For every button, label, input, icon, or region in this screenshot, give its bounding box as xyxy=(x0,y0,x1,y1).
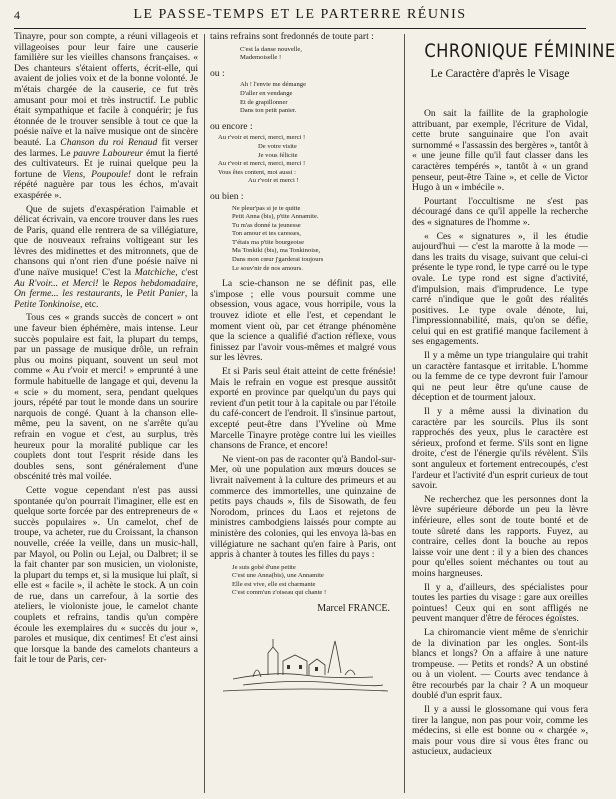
paragraph: On sait la faillite de la graphologie attribuant, par exemple, l'écriture de Vidal, cette brute sanguinaire que l'on avait surnommé « l'assassin des bergères », tantôt à « une jeune fille qu'il faut classer dans les caractères tempérés », tantôt à « un grand penseur, peut-être Taine », et celle de Victor Hugo à un « imbécile ». xyxy=(412,108,588,194)
verse-label: ou encore : xyxy=(210,120,253,132)
verse-line: Vous êtes content, moi aussi : xyxy=(218,168,296,176)
article-column-middle xyxy=(210,32,396,795)
verse-line: Et de grapillonner xyxy=(240,98,288,106)
verse-line: Au r'voir et merci, merci, merci ! xyxy=(218,160,306,168)
verse-line: Ne pleur'pas si je te quitte xyxy=(232,204,301,212)
section-title: CHRONIQUE FÉMININE xyxy=(424,40,616,62)
song-verse xyxy=(218,134,396,186)
paragraph: Tous ces « grands succès de concert » ont une faveur bien éphémère, mais intense. Leur succès populaire est fait, la plupart du temps, par un passage de musique drôle, un refrain plus ou moins piquant, souvent un seul mot comme « Au r'voir et merci! » emprunté à une formule habituelle de langage et qui, devenu la « scie » du moment, sera, pendant quelques jours, répété par tout le monde dans un sourire narquois de congé. Quant à la chanson elle-même, peu la savent, on ne s'arrête qu'au refrain en vogue et c'est, au surplus, très heureux pour la moralité publique car les couplets dont tout l'esprit réside dans les doubles sens, sont généralement d'une obscénité très mal voilée. xyxy=(14,312,198,483)
article-subtitle: Le Caractère d'après le Visage xyxy=(430,68,570,80)
page-number: 4 xyxy=(14,8,20,22)
paragraph: Et si Paris seul était atteint de cette frénésie! Mais le refrain en vogue est presque aussitôt exporté en province par quelqu'un du pays qui revient d'un petit tour à la capitale ou par l'étoile du café-concert de l'endroit. Il s'insinue partout, excepté peut-être dans l'Yveline où Mme Marcelle Tinayre protège contre lui les vieilles chansons de France, et encore! xyxy=(210,366,396,452)
paragraph: Il y a, d'ailleurs, des spécialistes pour toutes les parties du visage : gare aux oreilles pointues! Ceux qui en sont affligés ne peuvent manquer d'être de féroces égoïstes. xyxy=(412,581,588,625)
verse-line: Ma Tonkiki (bis), ma Tonkinoise, xyxy=(232,247,321,255)
paragraph: Il y a même aussi la divination du caractère par les sourcils. Plus ils sont rapprochés des yeux, plus le caractère est sérieux, profond et ferme. S'ils sont en ligne droite, c'est de l'énergie qu'ils révèlent. S'ils sont anguleux et fortement entrecoupés, c'est l'ardeur et l'activité d'un esprit curieux de tout savoir. xyxy=(412,406,588,492)
verse-line: C'est une Anna(bis), une Annamite xyxy=(232,572,324,580)
paragraph: Pourtant l'occultisme ne s'est pas découragé dans ce qu'il appelle la recherche des « signatures de l'homme ». xyxy=(412,195,588,228)
verse-line: Tu m'as donné ta jeunesse xyxy=(232,221,301,229)
verse-line: Le souv'nir de nos amours. xyxy=(232,264,303,272)
article-column-right xyxy=(412,32,616,795)
column-rule xyxy=(204,34,205,793)
author-signature: Marcel FRANCE. xyxy=(317,603,390,615)
verse-line: De votre visite xyxy=(258,142,297,150)
paragraph: Il y a même un type triangulaire qui trahit un caractère fantasque et irritable. L'homme ou la femme de ce type devront fuir l'amour qui ne peut leur être qu'une cause de déception et de tourment jaloux. xyxy=(412,350,588,404)
verse-line: Au r'voir et merci, merci, merci ! xyxy=(218,134,306,142)
paragraph: Ne recherchez que les personnes dont la lèvre supérieure déborde un peu la lèvre inférieure, elles sont de toute bonté et de toute sûreté dans les rapports. Fuyez, au contraire, celles dont la bouche au repos laisse voir une dent : il y a bien des chances pour qu'elles soient méchantes ou tout au moins hargneuses. xyxy=(412,493,588,579)
song-verse xyxy=(240,46,396,63)
verse-line: D'aller en vendange xyxy=(240,89,293,97)
song-verse xyxy=(232,205,396,274)
paragraph: « Ces « signatures », il les étudie aujourd'hui — c'est la marotte à la mode — dans les traits du visage, suivant que celui-ci présente le type rond, le type carré ou le type ovale. Le type rond est signe d'activité, d'impulsion, mais d'imprudence. Le type carré n'indique que le goût des réalités positives. Le type ovale dénote, lui, l'impressionnabilité, mais, qu'on se défie, celui qui en est gratifié manque facilement à ses engagements. xyxy=(412,230,588,348)
paragraph: Ne vient-on pas de raconter qu'à Bandol-sur-Mer, où une population aux mœurs douces se livrait naïvement à la culture des primeurs et au commerce des immortelles, une quinzaine de petits pays chauds », fils de Sisowath, de feu Norodom, princes du Laos et rejetons de ministres cambodgiens laissés pour compte au ministère des colonies, qui les envoya là-bas en villégiature ne sachant qu'en faire à Paris, ont appris à chanter à toutes les filles du pays : xyxy=(210,453,396,561)
song-verse xyxy=(240,81,396,115)
verse-line: T'étais ma p'tite bourgeoise xyxy=(232,238,305,246)
verse-label: ou bien : xyxy=(210,190,244,202)
landscape-vignette-illustration xyxy=(213,619,393,699)
newspaper-title: LE PASSE-TEMPS ET LE PARTERRE RÉUNIS xyxy=(133,7,467,22)
verse-line: Je vous félicite xyxy=(258,151,298,159)
verse-label: ou : xyxy=(210,67,225,79)
paragraph: La scie-chanson ne se définit pas, elle s'impose ; elle vous poursuit comme une obsession, vous agace, vous horripile, vous la trouvez idiote et elle l'est, et cependant le moment vient où, par cet étrange phénomène que la science a qualifié d'action réflexe, vous finissez par l'avoir vous-mêmes et malgré vous sur les lèvres. xyxy=(210,278,396,364)
article-column-left xyxy=(14,32,198,795)
paragraph: Il y a aussi le glossomane qui vous fera tirer la langue, non pas pour voir, comme les médecins, si elle est bonne ou « chargée », mais pour vous dire si vous êtes franc ou astucieux, audacieux xyxy=(412,704,588,758)
verse-line: Elle est vive, elle est charmante xyxy=(232,580,316,588)
verse-line: Dans mon cœur j'garderai toujours xyxy=(232,256,324,264)
verse-line: C'est comm'un z'oiseau qui chante ! xyxy=(232,589,327,597)
verse-line: Petit Anna (bis), p'tite Annamite. xyxy=(232,213,319,221)
verse-line: Dans ton petit panier. xyxy=(240,107,297,115)
verse-line: Au r'voir et merci ! xyxy=(248,177,299,185)
verse-line: Ah ! l'envie me démange xyxy=(240,81,307,89)
paragraph: Tinayre, pour son compte, a réuni villageois et villageoises pour leur faire une causerie familière sur les vieilles chansons françaises. « Des chanteurs s'étaient offerts, écrit-elle, qui avaient de jolies voix et de la bonne volonté. Je m'étais chargée de la causerie, ce fut très amusant pour moi et très instructif. Le public était sympathique et facile à conquérir; je fus étonnée de le trouver sensible à tout ce que la poésie naïve et la naïve musique ont de sincère beauté. La Chanson du roi Renaud fit verser des larmes. Le pauvre Laboureur émut la fierté des cultivateurs. Et je ruinai quelque peu la fortune de Viens, Poupoule! dont le refrain répété naguère par tous les échos, m'avait exaspérée ». xyxy=(14,31,198,201)
page-header xyxy=(14,6,586,29)
song-verse xyxy=(232,564,396,598)
verse-line: Ton amour et tes caresses, xyxy=(232,230,301,238)
verse-line: C'est la danse nouvelle, xyxy=(240,45,302,53)
paragraph: tains refrains sont fredonnés de toute part : xyxy=(210,31,374,42)
verse-line: Mademoiselle ! xyxy=(240,54,282,62)
column-rule xyxy=(404,34,405,793)
paragraph: La chiromancie vient même de s'enrichir de la divination par les ongles. Sont-ils blancs et longs? On a affaire à une nature trompeuse. — Petits et ronds? A un obstiné ou à un violent. — Courts avec tendance à être recourbés par la chair ? A un moqueur doublé d'un esprit faux. xyxy=(412,626,588,702)
verse-line: Je suis gobé d'une petite xyxy=(232,563,296,571)
paragraph: Que de sujets d'exaspération l'aimable et délicat écrivain, va encore trouver dans les rues de Paris, quand elle rentrera de sa villégiature, que de nouveaux refrains voltigeant sur les lèvres des midinettes et des mitronnets, que de chansons qui n'ont rien d'une poésie naïve ni d'une naïve musique! C'est la Matchiche, c'est Au R'voir... et Merci! le Repos hebdomadaire, On ferme... les restaurants, le Petit Panier, la Petite Tonkinoise, etc. xyxy=(14,203,198,310)
paragraph: Cette vogue cependant n'est pas aussi spontanée qu'on pourrait l'imaginer, elle est en quelque sorte forcée par des entrepreneurs de « succès populaires ». Un camelot, chef de troupe, va acheter, rue du Croissant, la chanson nouvelle, créée la veille, dans un music-hall, par Mayol, ou Polin ou Lejal, ou Dalbret; il se la fait chanter par son musicien, un violoniste, la plupart du temps et, si la musique lui plaît, si elle est « facile », il achète le stock. A un coin de rue, dans un carrefour, à la sortie des ateliers, le violoniste joue, le camelot chante couplets et refrains, tandis qu'un compère écoule les exemplaires du « succès du jour », paroles et musique, dix centimes! Et c'est ainsi que lorsque la bande des camelots chanteurs a fait le tour de Paris, cer- xyxy=(14,484,198,666)
